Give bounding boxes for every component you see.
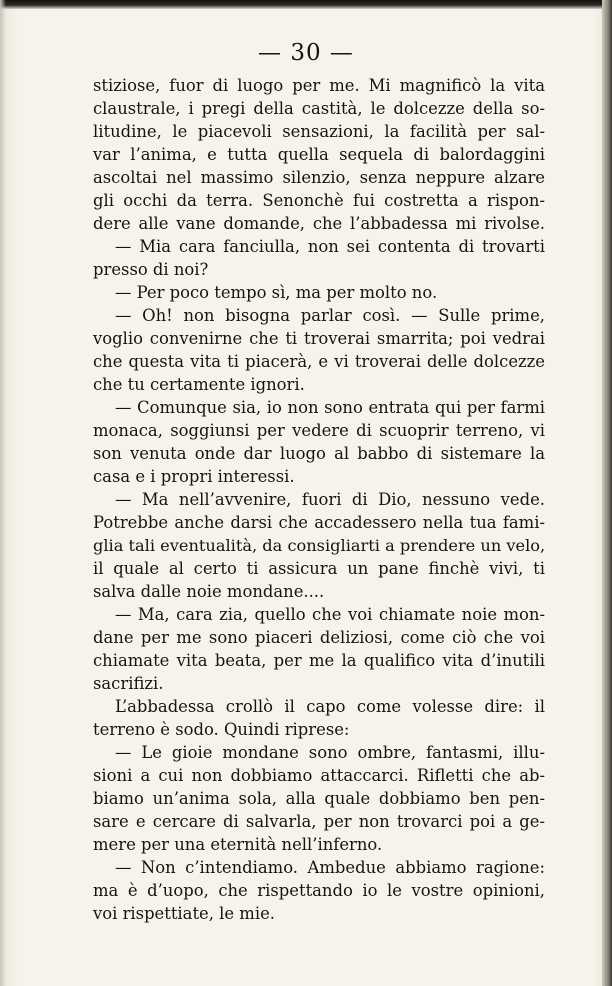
text-line: glia tali eventualità, da consigliarti a prendere un velo, [93,536,546,555]
text-line: voi rispettiate, le mie. [93,904,276,923]
text-line: stiziose, fuor di luogo per me. Mi magnificò la vita [93,76,545,95]
text-line: terreno è sodo. Quindi riprese: [93,720,350,739]
text-line: mere per una eternità nell’inferno. [93,835,383,854]
text-line: — Non c’intendiamo. Ambedue abbiamo ragione: [115,858,545,877]
text-line: — Mia cara fanciulla, non sei contenta di trovarti [115,237,545,256]
text-line: biamo un’anima sola, alla quale dobbiamo ben pen- [93,789,545,808]
text-line: che questa vita ti piacerà, e vi troverai delle dolcezze [93,352,545,371]
text-line: — Le gioie mondane sono ombre, fantasmi, illu- [115,743,545,762]
text-line: L’abbadessa crollò il capo come volesse dire: il [115,697,545,716]
text-line: gli occhi da terra. Senonchè fui costretta a rispon- [93,191,545,210]
text-line: claustrale, i pregi della castità, le dolcezze della so- [93,99,545,118]
text-line: che tu certamente ignori. [93,375,305,394]
text-line: sare e cercare di salvarla, per non trovarci poi a ge- [93,812,545,831]
text-line: ma è d’uopo, che rispettando io le vostre opinioni, [93,881,545,900]
page-right-edge [602,0,612,986]
text-line: voglio convenirne che ti troverai smarrita; poi vedrai [93,329,545,348]
text-line: — Ma, cara zia, quello che voi chiamate noie mon- [115,605,545,624]
text-line: sioni a cui non dobbiamo attaccarci. Rifletti che ab- [93,766,545,785]
text-line: monaca, soggiunsi per vedere di scuoprir terreno, vi [93,421,545,440]
text-line: — Comunque sia, io non sono entrata qui per farmi [115,398,545,417]
text-line: salva dalle noie mondane.... [93,582,325,601]
text-line: son venuta onde dar luogo al babbo di sistemare la [93,444,545,463]
text-line: ascoltai nel massimo silenzio, senza neppure alzare [93,168,545,187]
text-line: — Oh! non bisogna parlar così. — Sulle prime, [115,306,545,325]
page-number: — 30 — [258,40,354,66]
text-line: chiamate vita beata, per me la qualifico vita d’inutili [93,651,545,670]
text-line: presso di noi? [93,260,209,279]
text-line: — Per poco tempo sì, ma per molto no. [115,283,438,302]
text-line: casa e i propri interessi. [93,467,295,486]
text-line: Potrebbe anche darsi che accadessero nella tua fami- [93,513,545,532]
page-left-shadow [0,0,6,986]
page-top-edge [0,0,612,9]
text-line: dane per me sono piaceri deliziosi, come ciò che voi [93,628,545,647]
text-line: — Ma nell’avvenire, fuori di Dio, nessuno vede. [115,490,545,509]
body-text [93,74,545,925]
text-line: var l’anima, e tutta quella sequela di balordaggini [93,145,545,164]
text-line: sacrifizi. [93,674,164,693]
text-line: litudine, le piacevoli sensazioni, la facilità per sal- [93,122,545,141]
text-line: dere alle vane domande, che l’abbadessa mi rivolse. [93,214,545,233]
text-line: il quale al certo ti assicura un pane finchè vivi, ti [93,559,545,578]
